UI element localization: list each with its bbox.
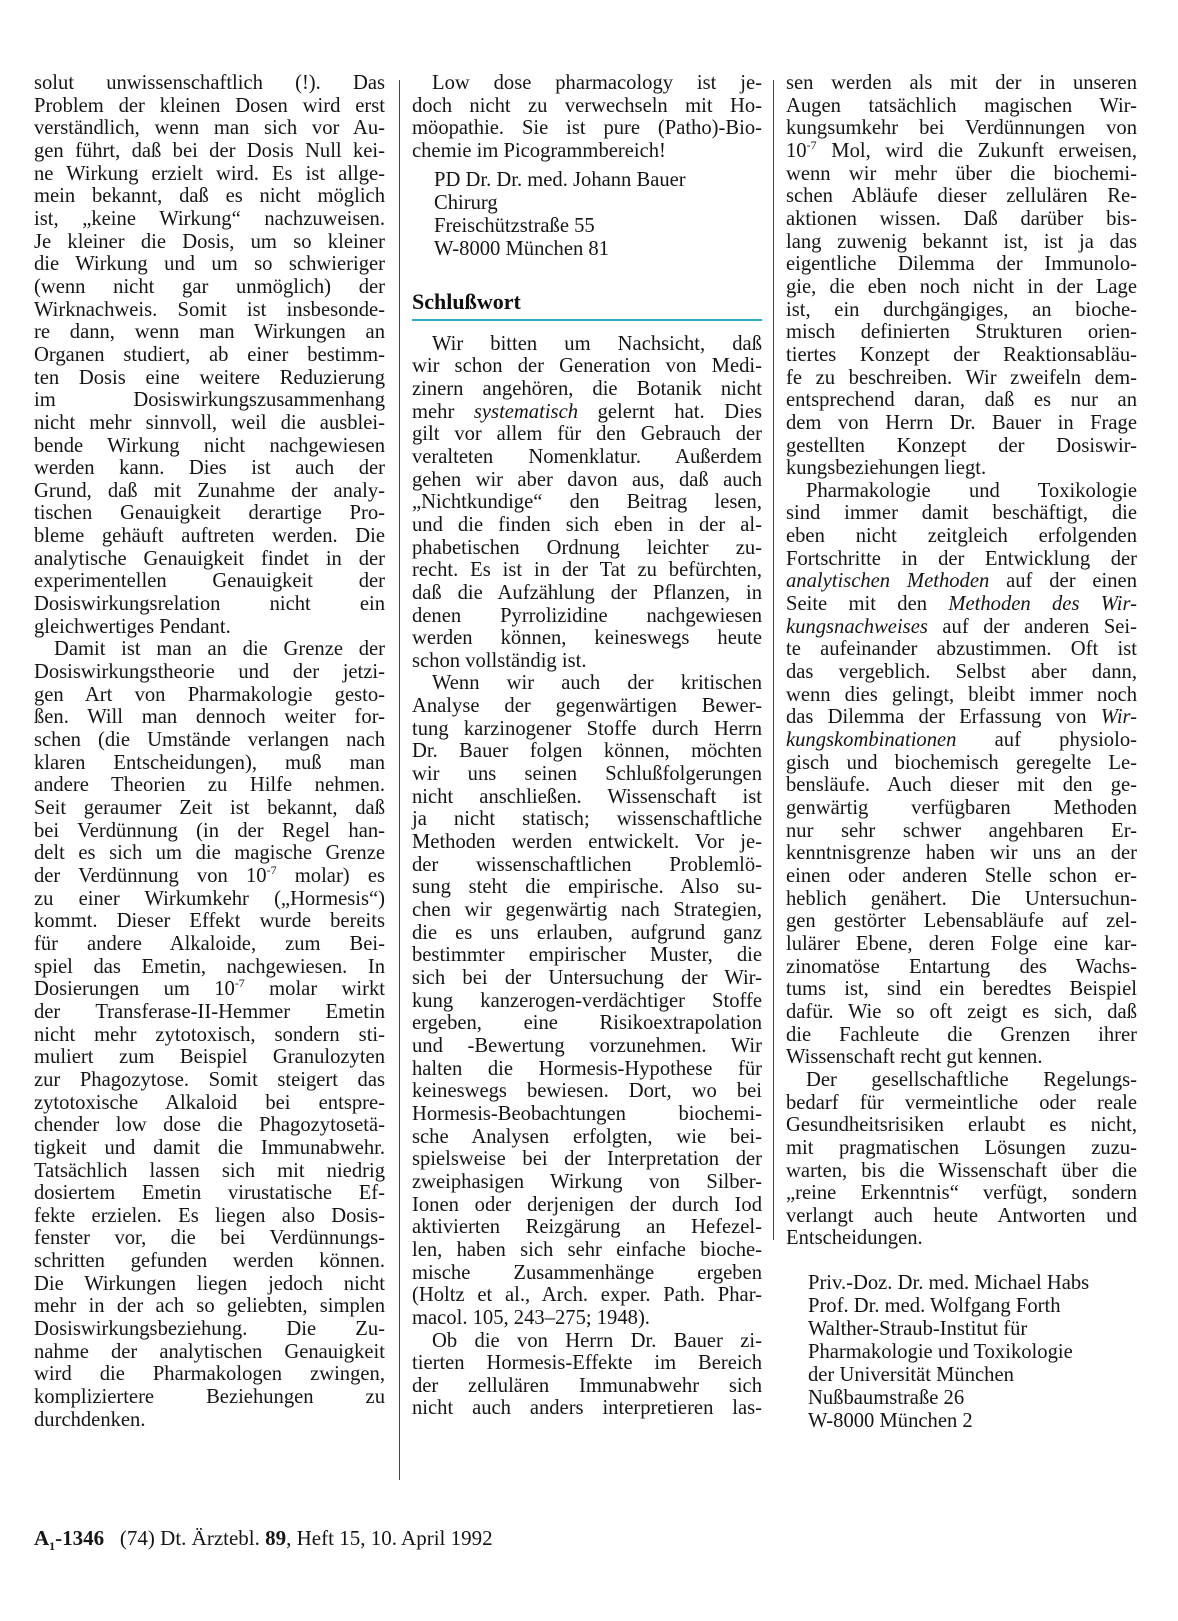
text-line: genwärtig verfügbaren Methoden xyxy=(786,797,1137,819)
text-line: verständlich, wenn man sich vor Au- xyxy=(34,117,385,140)
text-line: ja nicht statisch; wissenschaftliche xyxy=(412,808,762,831)
text-line: sung steht die empirische. Also su- xyxy=(412,876,762,899)
text-segment: das Dilemma der Erfassung von xyxy=(786,706,1101,729)
text-line: misch definierten Strukturen orien- xyxy=(786,321,1137,344)
text-line: ist, ein durchgängiges, an bioche- xyxy=(786,298,1137,321)
text-line: delt es sich um die magische Grenze xyxy=(34,842,385,865)
text-line: im Dosiswirkungszusammenhang xyxy=(34,389,385,412)
text-line: der Transferase-II-Hemmer Emetin xyxy=(34,1000,385,1023)
text-line: durchdenken. xyxy=(34,1408,146,1431)
text-line: Wir bitten um Nachsicht, daß xyxy=(432,332,762,355)
text-line: kompliziertere Beziehungen zu xyxy=(34,1386,385,1409)
text-segment: der Verdünnung von 10 xyxy=(34,864,267,887)
signature-line: Nußbaumstraße 26 xyxy=(808,1387,965,1410)
text-line: veralteten Nomenklatur. Außerdem xyxy=(412,445,762,468)
text-line xyxy=(786,570,1137,593)
text-line: denen Pyrrolizidine nachgewiesen xyxy=(412,604,762,627)
text-line: sche Analysen erfolgten, wie bei- xyxy=(412,1125,762,1148)
text-line: schen (die Umstände verlangen nach xyxy=(34,729,385,752)
text-segment: gelernt hat. Dies xyxy=(578,400,762,423)
text-line: (Holtz et al., Arch. exper. Path. Phar- xyxy=(412,1284,762,1307)
text-line: nicht mehr zytotoxisch, sondern sti- xyxy=(34,1023,385,1046)
column-3 xyxy=(786,72,1137,1433)
column-3-paragraph-3 xyxy=(786,1069,1137,1250)
text-line xyxy=(786,706,1137,729)
text-line xyxy=(34,978,385,1001)
text-line: Dosiswirkungsrelation nicht ein xyxy=(34,593,385,616)
italic-term: systematisch xyxy=(473,400,579,423)
text-line: einen oder anderen Stelle schon er- xyxy=(786,864,1137,887)
text-line: wird die Pharmakologen zwingen, xyxy=(34,1363,385,1386)
text-line: wir uns seinen Schlußfolgerungen xyxy=(412,763,762,786)
journal-reference: (74) Dt. Ärztebl. xyxy=(119,1526,260,1550)
column-1-paragraph-1 xyxy=(34,72,385,638)
text-line: bei Verdünnung (in der Regel han- xyxy=(34,819,385,842)
section-heading-schlusswort: Schlußwort xyxy=(412,289,762,321)
text-line: Dosiswirkungsbeziehung. Die Zu- xyxy=(34,1318,385,1341)
text-line: bestimmter empirischer Muster, die xyxy=(412,944,762,967)
author-signature-bauer xyxy=(412,169,762,261)
text-segment: Seite mit den xyxy=(786,593,949,616)
text-line: kungsumkehr bei Verdünnungen von xyxy=(786,117,1137,140)
text-line: ne Wirkung erzielt wird. Es ist allge- xyxy=(34,162,385,185)
text-line: zu einer Wirkumkehr („Hormesis“) xyxy=(34,887,385,910)
text-line: aktionen wissen. Daß darüber bis- xyxy=(786,207,1137,230)
text-line: analytische Genauigkeit findet in der xyxy=(34,547,385,570)
text-line: wenn wir mehr über die biochemi- xyxy=(786,162,1137,185)
text-line: Dr. Bauer folgen können, möchten xyxy=(412,740,762,763)
text-line: sind immer damit beschäftigt, die xyxy=(786,502,1137,525)
text-line: gie, die eben noch nicht in der Lage xyxy=(786,275,1137,298)
text-line: Low dose pharmacology ist je- xyxy=(432,72,762,94)
text-line xyxy=(786,616,1137,639)
text-line: nahme der analytischen Genauigkeit xyxy=(34,1340,385,1363)
text-segment: 10 xyxy=(786,139,807,162)
signature-line: Freischützstraße 55 xyxy=(434,214,595,237)
text-line: bleme gehäuft auftreten werden. Die xyxy=(34,525,385,548)
text-line: chender low dose die Phagozytosetä- xyxy=(34,1114,385,1137)
text-line: fe zu beschreiben. Wir zweifeln dem- xyxy=(786,366,1137,389)
text-line xyxy=(786,137,1137,163)
text-line: tigkeit und damit die Immunabwehr. xyxy=(34,1136,385,1159)
exponent: -7 xyxy=(234,976,245,991)
text-line: Analyse der gegenwärtigen Bewer- xyxy=(412,695,762,718)
text-segment: auf der einen xyxy=(989,570,1137,593)
text-line: sen werden als mit der in unseren xyxy=(786,72,1137,94)
signature-line: Priv.-Doz. Dr. med. Michael Habs xyxy=(808,1272,1090,1295)
column-2-paragraph-1 xyxy=(412,72,762,163)
text-line: Hormesis-Beobachtungen biochemi- xyxy=(412,1102,762,1125)
text-line: zytotoxische Alkaloid bei entspre- xyxy=(34,1091,385,1114)
text-line: Tatsächlich lassen sich mit niedrig xyxy=(34,1159,385,1182)
text-line: Ob die von Herrn Dr. Bauer zi- xyxy=(432,1329,762,1352)
column-divider-right xyxy=(773,80,774,1240)
text-line: Wissenschaft recht gut kennen. xyxy=(786,1046,1043,1069)
text-line: lang zuwenig bekannt ist, ist ja das xyxy=(786,230,1137,253)
text-line: „Nichtkundige“ den Beitrag lesen, xyxy=(412,491,762,514)
text-line: der wissenschaftlichen Problemlö- xyxy=(412,853,762,876)
text-line: kommt. Dieser Effekt wurde bereits xyxy=(34,910,385,933)
text-segment: mehr xyxy=(412,400,474,423)
text-line xyxy=(786,729,1137,752)
signature-line: Walther-Straub-Institut für xyxy=(808,1318,1028,1341)
text-line: Organen studiert, ab einer bestimm- xyxy=(34,343,385,366)
text-line: bende Wirkung nicht nachgewiesen xyxy=(34,434,385,457)
text-line: muliert zum Beispiel Granulozyten xyxy=(34,1046,385,1069)
text-segment: Mol, wird die Zukunft erweisen, xyxy=(816,139,1137,162)
text-line: recht. Es ist in der Tat zu befürchten, xyxy=(412,559,762,582)
text-line: andere Theorien zu Hilfe nehmen. xyxy=(34,774,385,797)
text-line: zweiphasigen Wirkung von Silber- xyxy=(412,1170,762,1193)
italic-term: kungskombinationen xyxy=(786,729,957,752)
text-line: Der gesellschaftliche Regelungs- xyxy=(806,1068,1137,1091)
italic-term: Wir- xyxy=(1100,706,1137,729)
text-line: macol. 105, 243–275; 1948). xyxy=(412,1306,650,1329)
column-2-paragraph-3 xyxy=(412,672,762,1329)
text-line: spiel das Emetin, nachgewiesen. In xyxy=(34,955,385,978)
signature-line: der Universität München xyxy=(808,1364,1014,1387)
text-line: gisch und biochemisch geregelte Le- xyxy=(786,751,1137,774)
text-line: bensläufe. Auch dieser mit den ge- xyxy=(786,774,1137,797)
text-line: Wenn wir auch der kritischen xyxy=(432,672,762,695)
text-line: Grund, daß mit Zunahme der analy- xyxy=(34,479,385,502)
italic-term: Methoden des Wir- xyxy=(948,593,1137,616)
text-line: gen führt, daß bei der Dosis Null kei- xyxy=(34,139,385,162)
text-line: ergeben, eine Risikoextrapolation xyxy=(412,1012,762,1035)
text-line: daß die Aufzählung der Pflanzen, in xyxy=(412,581,762,604)
text-line: experimentellen Genauigkeit der xyxy=(34,570,385,593)
journal-volume: 89 xyxy=(265,1526,287,1550)
exponent: -7 xyxy=(266,862,277,877)
text-line: schen Abläufe dieser zellulären Re- xyxy=(786,185,1137,208)
column-3-paragraph-2 xyxy=(786,480,1137,1069)
signature-line: Prof. Dr. med. Wolfgang Forth xyxy=(808,1295,1061,1318)
text-line: gehen wir aber davon aus, daß auch xyxy=(412,468,762,491)
text-line: nicht anschließen. Wissenschaft ist xyxy=(412,785,762,808)
text-line: chemie im Picogrammbereich! xyxy=(412,139,666,162)
text-line: aktivierten Reizgärung an Hefezel- xyxy=(412,1216,762,1239)
text-line: mehr in der ach so geliebten, simplen xyxy=(34,1295,385,1318)
text-line: dafür. Wie so oft zeigt es sich, daß xyxy=(786,1000,1137,1023)
text-segment: auf physiolo- xyxy=(956,729,1137,752)
text-line: ist, „keine Wirkung“ nachzuweisen. xyxy=(34,207,385,230)
text-line: bedarf für vermeintliche oder reale xyxy=(786,1091,1137,1114)
text-line: ten Dosis eine weitere Reduzierung xyxy=(34,366,385,389)
text-line: gen Art von Pharmakologie gesto- xyxy=(34,683,385,706)
page-code-number: -1346 xyxy=(55,1526,105,1550)
text-line: entsprechend daran, daß es nur an xyxy=(786,389,1137,412)
text-line: werden kann. Dies ist auch der xyxy=(34,457,385,480)
text-line: Seit geraumer Zeit ist bekannt, daß xyxy=(34,797,385,819)
text-line: Methoden werden entwickelt. Vor je- xyxy=(412,831,762,854)
text-line: fenster vor, die bei Verdünnungs- xyxy=(34,1227,385,1250)
text-line: tums ist, sind ein beredtes Beispiel xyxy=(786,978,1137,1001)
text-line: te aufeinander abzustimmen. Oft ist xyxy=(786,638,1137,661)
signature-line: W-8000 München 2 xyxy=(808,1410,973,1433)
text-line: und -Bewertung vorzunehmen. Wir xyxy=(412,1034,762,1057)
column-2-paragraph-4 xyxy=(412,1330,762,1421)
text-line: zinomatöse Entartung des Wachs- xyxy=(786,955,1137,978)
text-line: der zellulären Immunabwehr sich xyxy=(412,1374,762,1397)
column-3-paragraph-1 xyxy=(786,72,1137,480)
text-line: kenntnisgrenze haben wir uns an der xyxy=(786,842,1137,865)
column-1 xyxy=(34,72,385,1431)
text-line: verlangt auch heute Antworten und xyxy=(786,1204,1137,1227)
text-line: schritten gefunden werden können. xyxy=(34,1250,385,1273)
page-code xyxy=(34,1526,105,1554)
text-line: wenn dies gelingt, bleibt immer noch xyxy=(786,683,1137,706)
column-1-paragraph-2 xyxy=(34,638,385,1431)
text-line: Gesundheitsrisiken erlaubt es nicht, xyxy=(786,1114,1137,1137)
text-line: werden können, keineswegs heute xyxy=(412,627,762,650)
text-line: doch nicht zu verwechseln mit Ho- xyxy=(412,94,762,117)
text-line: Die Wirkungen liegen jedoch nicht xyxy=(34,1272,385,1295)
text-segment: molar) es xyxy=(276,864,385,887)
text-line: mische Zusammenhänge ergeben xyxy=(412,1261,762,1284)
text-line: solut unwissenschaftlich (!). Das xyxy=(34,72,385,94)
text-line: nicht auch anders interpretieren las- xyxy=(412,1397,762,1420)
text-line: chen wir gegenwärtig nach Strategien, xyxy=(412,899,762,922)
text-line: (wenn nicht gar unmöglich) der xyxy=(34,275,385,298)
text-line: die es uns erlauben, aufgrund ganz xyxy=(412,921,762,944)
text-line: „reine Erkenntnis“ verfügt, sondern xyxy=(786,1182,1137,1205)
author-signature-habs-forth xyxy=(786,1272,1137,1433)
text-line: mein bekannt, daß es nicht möglich xyxy=(34,185,385,208)
exponent: -7 xyxy=(806,137,817,152)
text-line: spielsweise bei der Interpretation der xyxy=(412,1148,762,1171)
text-line: Wirknachweis. Somit ist insbesonde- xyxy=(34,298,385,321)
text-line: sich bei der Untersuchung der Wir- xyxy=(412,967,762,989)
italic-term: kungsnachweises xyxy=(786,615,928,638)
text-line: lulärer Ebene, deren Folge eine kar- xyxy=(786,932,1137,955)
text-line: keineswegs bewiesen. Dort, wo bei xyxy=(412,1080,762,1103)
text-line: Je kleiner die Dosis, um so kleiner xyxy=(34,230,385,253)
text-line: Augen tatsächlich magischen Wir- xyxy=(786,94,1137,117)
text-line: Pharmakologie und Toxikologie xyxy=(806,479,1137,502)
text-line: fekte erzielen. Es liegen also Dosis- xyxy=(34,1204,385,1227)
text-line: gleichwertiges Pendant. xyxy=(34,615,231,638)
text-line: ßen. Will man dennoch weiter for- xyxy=(34,706,385,729)
text-line: eigentliche Dilemma der Immunolo- xyxy=(786,253,1137,276)
text-line xyxy=(786,593,1137,616)
text-line: tierten Hormesis-Effekte im Bereich xyxy=(412,1352,762,1375)
text-line: klaren Entscheidungen), muß man xyxy=(34,751,385,774)
text-line: nur sehr schwer angehbaren Er- xyxy=(786,819,1137,842)
page-code-letter: A xyxy=(34,1526,50,1550)
column-2 xyxy=(412,72,762,1420)
text-line: schon vollständig ist. xyxy=(412,649,587,672)
journal-issue: , Heft 15, 10. April 1992 xyxy=(286,1526,493,1550)
text-line: gilt vor allem für den Gebrauch der xyxy=(412,423,762,446)
text-line: dem von Herrn Dr. Bauer in Frage xyxy=(786,411,1137,434)
page-code-subscript: 1 xyxy=(49,1539,56,1554)
text-line: Fortschritte in der Entwicklung der xyxy=(786,547,1137,570)
signature-line: Chirurg xyxy=(434,191,498,214)
text-line: re dann, wenn man Wirkungen an xyxy=(34,321,385,344)
text-line: Damit ist man an die Grenze der xyxy=(54,638,385,661)
signature-line: W-8000 München 81 xyxy=(434,237,610,260)
text-line: Ionen oder derjenigen der durch Iod xyxy=(412,1193,762,1216)
column-2-paragraph-2 xyxy=(412,333,762,673)
text-line: zinern angehören, die Botanik nicht xyxy=(412,377,762,400)
text-line: und die finden sich eben in der al- xyxy=(412,513,762,536)
text-line: heblich genähert. Die Untersuchun- xyxy=(786,887,1137,910)
text-line: dosiertem Emetin virustatische Ef- xyxy=(34,1182,385,1205)
text-line: tiertes Konzept der Reaktionsabläu- xyxy=(786,343,1137,366)
text-line: eben nicht zeitgleich erfolgenden xyxy=(786,525,1137,548)
signature-line: Pharmakologie und Toxikologie xyxy=(808,1341,1073,1364)
text-line: Entscheidungen. xyxy=(786,1227,923,1250)
text-line: halten die Hormesis-Hypothese für xyxy=(412,1057,762,1080)
text-segment: molar wirkt xyxy=(244,978,385,1001)
text-line: tischen Genauigkeit derartige Pro- xyxy=(34,502,385,525)
signature-line: PD Dr. Dr. med. Johann Bauer xyxy=(434,168,686,191)
italic-term: analytischen Methoden xyxy=(786,570,990,593)
column-divider-left xyxy=(399,80,400,1480)
text-line: für andere Alkaloide, zum Bei- xyxy=(34,932,385,955)
text-line: mit pragmatischen Lösungen zuzu- xyxy=(786,1136,1137,1159)
text-line: nicht mehr sinnvoll, weil die ausblei- xyxy=(34,411,385,434)
text-line: warten, bis die Wissenschaft über die xyxy=(786,1159,1137,1182)
text-line: gen gestörter Lebensabläufe auf zel- xyxy=(786,910,1137,933)
text-line xyxy=(412,401,762,424)
text-segment: Dosierungen um 10 xyxy=(34,978,235,1001)
text-line: kung kanzerogen-verdächtiger Stoffe xyxy=(412,989,762,1012)
text-line: phabetischen Ordnung leichter zu- xyxy=(412,536,762,559)
text-line: gestellten Konzept der Dosiswir- xyxy=(786,434,1137,457)
text-line: zur Phagozytose. Somit steigert das xyxy=(34,1068,385,1091)
text-line: die Fachleute die Grenzen ihrer xyxy=(786,1023,1137,1046)
text-line: Problem der kleinen Dosen wird erst xyxy=(34,94,385,117)
text-line xyxy=(34,862,385,888)
text-line: kungsbeziehungen liegt. xyxy=(786,457,987,480)
text-line: wir schon der Generation von Medi- xyxy=(412,355,762,378)
text-line: Dosiswirkungstheorie und der jetzi- xyxy=(34,661,385,684)
text-line: tung karzinogener Stoffe durch Herrn xyxy=(412,717,762,740)
text-line: das vergeblich. Selbst aber dann, xyxy=(786,661,1137,684)
text-line: möopathie. Sie ist pure (Patho)-Bio- xyxy=(412,117,762,140)
text-segment: auf der anderen Sei- xyxy=(927,615,1137,638)
text-line: die Wirkung und um so schwieriger xyxy=(34,253,385,276)
text-line: len, haben sich sehr einfache bioche- xyxy=(412,1238,762,1261)
page-footer xyxy=(34,1526,493,1558)
